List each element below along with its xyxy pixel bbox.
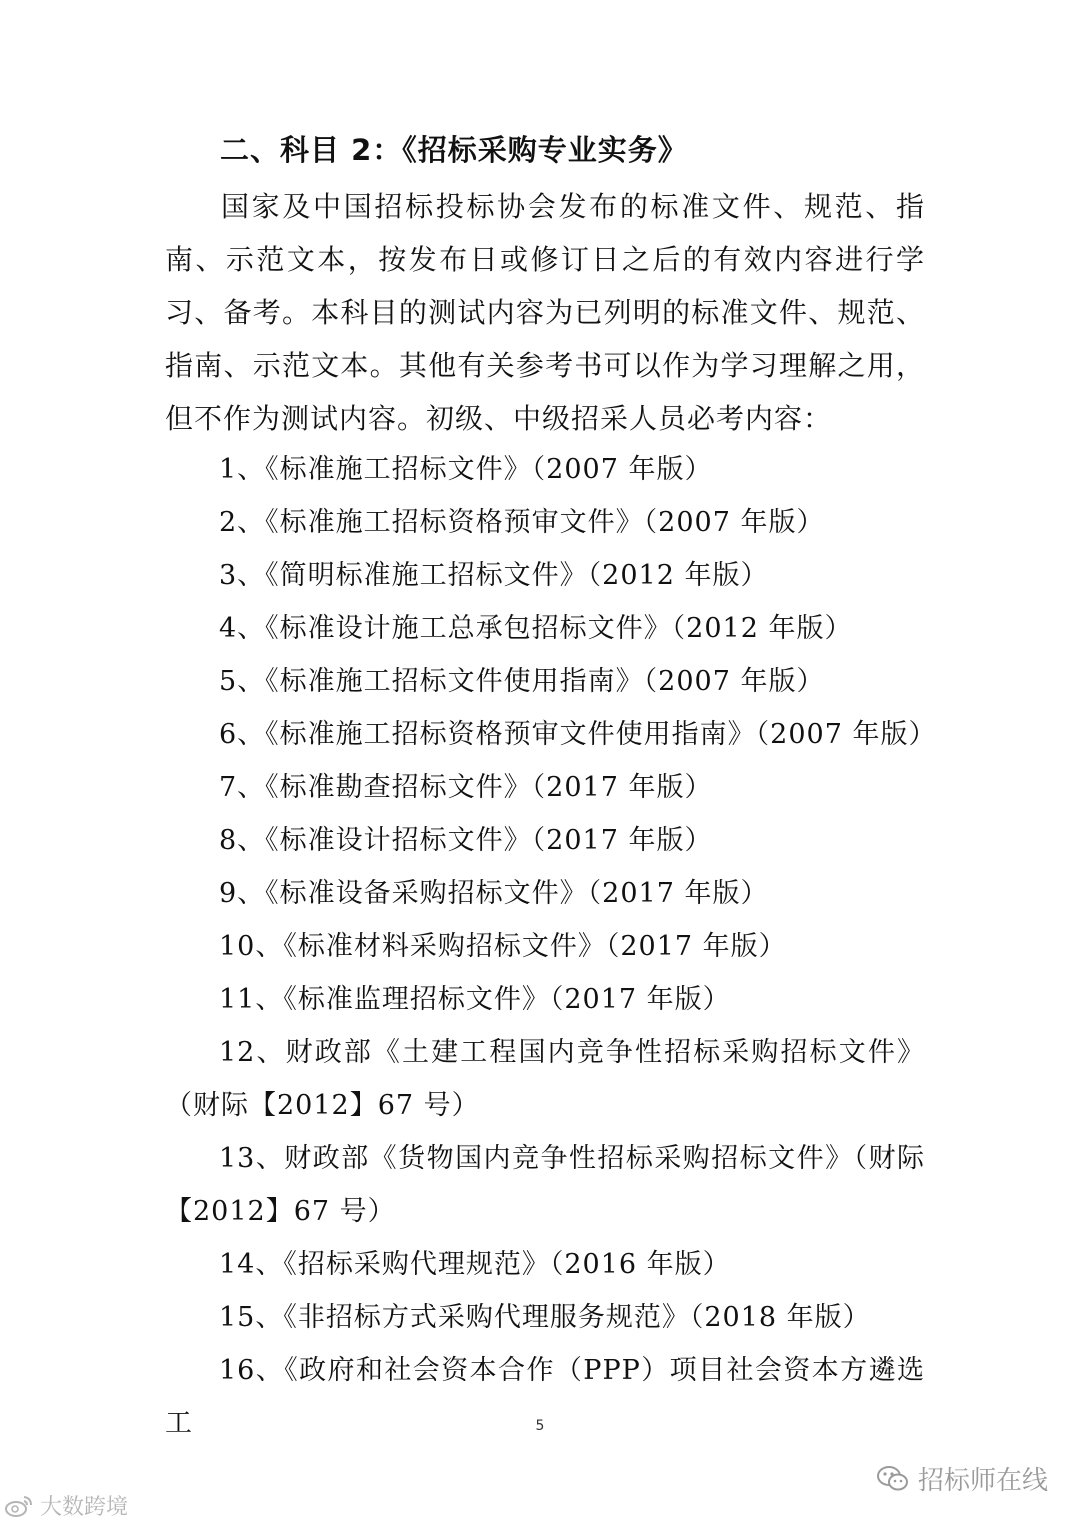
list-item: 3、《简明标准施工招标文件》（2012 年版）	[219, 560, 769, 591]
watermark-text: 大数跨境	[40, 1495, 129, 1520]
reference-list	[165, 443, 937, 1450]
list-item: 16、《政府和社会资本合作（PPP）项目社会资本方遴选工	[165, 1355, 925, 1439]
wechat-icon	[876, 1464, 910, 1494]
list-item: 2、《标准施工招标资格预审文件》（2007 年版）	[219, 507, 825, 538]
section-heading: 二、科目 2：《招标采购专业实务》	[220, 133, 688, 167]
list-item: 12、财政部《土建工程国内竞争性招标采购招标文件》（财际【2012】67 号）	[165, 1037, 925, 1121]
page-number: 5	[535, 1418, 545, 1434]
list-item: 8、《标准设计招标文件》（2017 年版）	[219, 825, 713, 856]
intro-paragraph: 国家及中国招标投标协会发布的标准文件、规范、指南、示范文本，按发布日或修订日之后的有效内容进行学习、备考。本科目的测试内容为已列明的标准文件、规范、指南、示范文本。其他有关参考书可以作为学习理解之用，但不作为测试内容。初级、中级招采人员必考内容：	[165, 190, 925, 435]
list-item: 1、《标准施工招标文件》（2007 年版）	[219, 454, 713, 485]
weibo-watermark	[4, 1490, 128, 1521]
list-item: 10、《标准材料采购招标文件》（2017 年版）	[219, 931, 787, 962]
watermark-text: 招标师在线	[917, 1466, 1048, 1496]
list-item: 5、《标准施工招标文件使用指南》（2007 年版）	[219, 666, 825, 697]
list-item: 14、《招标采购代理规范》（2016 年版）	[219, 1249, 731, 1280]
list-item: 7、《标准勘查招标文件》（2017 年版）	[219, 772, 713, 803]
list-item: 4、《标准设计施工总承包招标文件》（2012 年版）	[219, 613, 853, 644]
list-item: 9、《标准设备采购招标文件》（2017 年版）	[219, 878, 769, 909]
list-item: 13、财政部《货物国内竞争性招标采购招标文件》（财际【2012】67 号）	[165, 1143, 925, 1227]
list-item: 6、《标准施工招标资格预审文件使用指南》（2007 年版）	[219, 719, 937, 750]
wechat-watermark	[876, 1460, 1048, 1497]
list-item: 11、《标准监理招标文件》（2017 年版）	[219, 984, 731, 1015]
list-item: 15、《非招标方式采购代理服务规范》（2018 年版）	[219, 1302, 871, 1333]
weibo-icon	[4, 1494, 34, 1518]
